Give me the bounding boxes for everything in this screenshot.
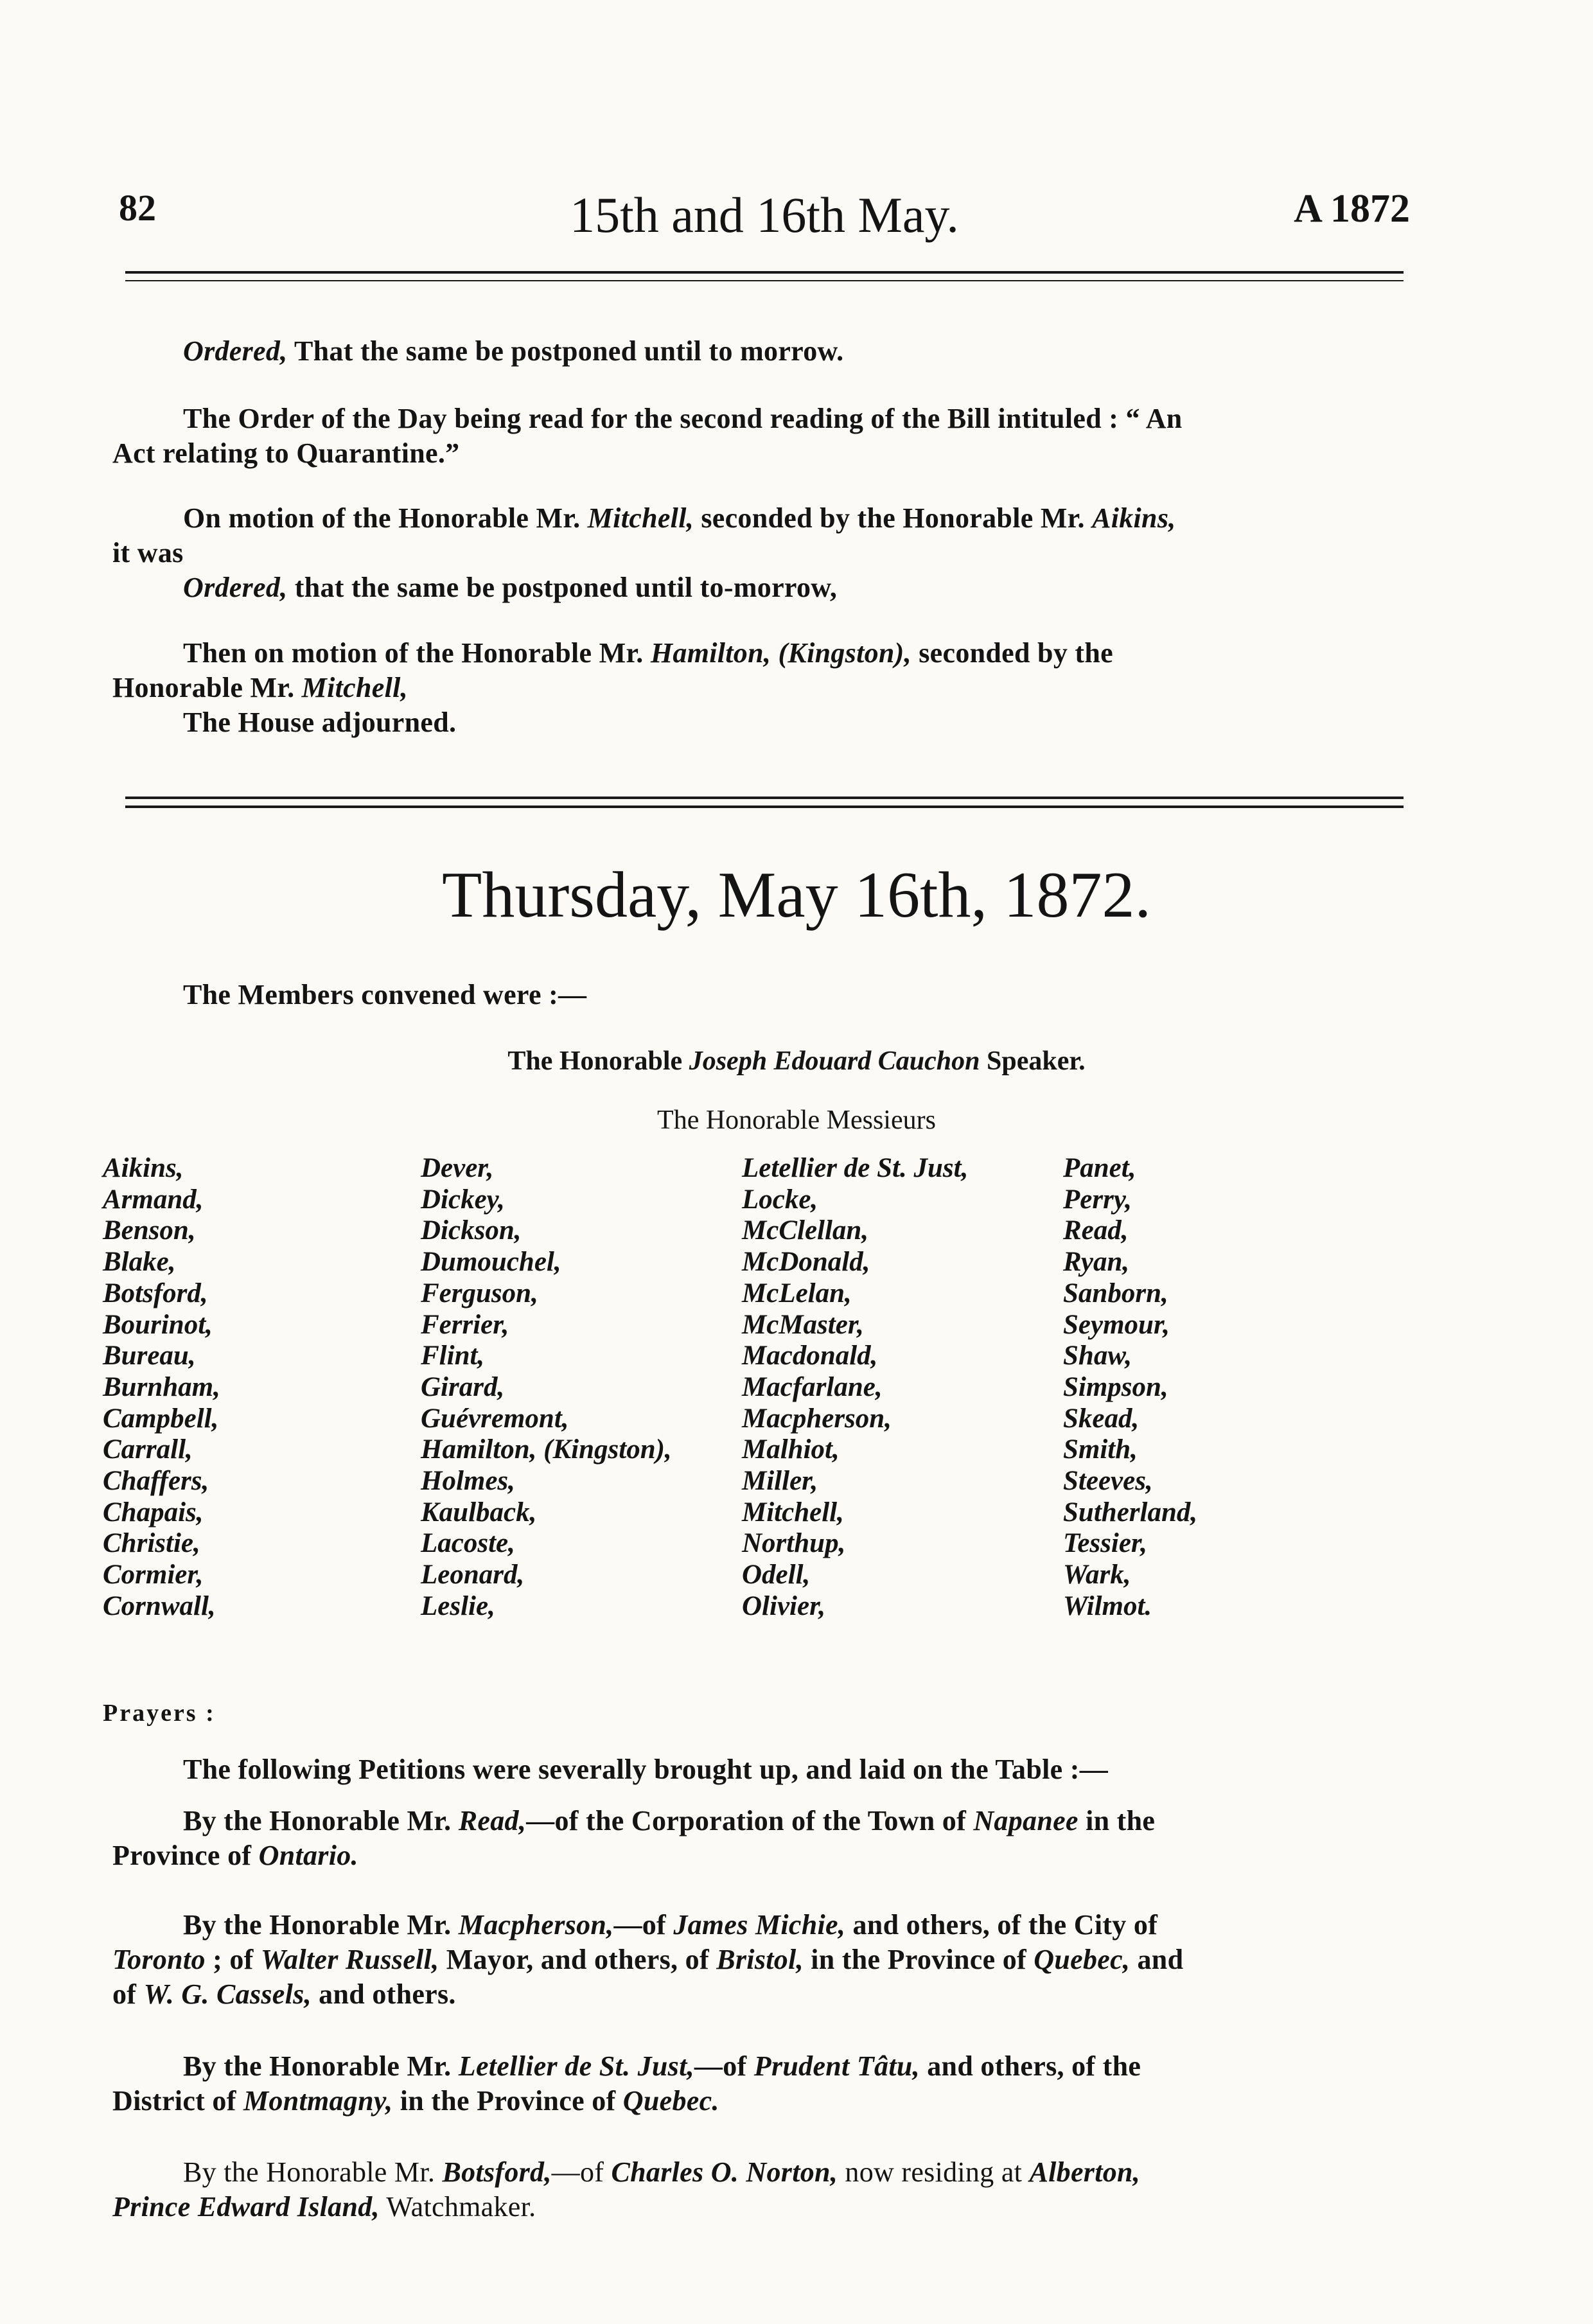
petition-text: By the Honorable Mr. — [183, 2050, 459, 2082]
member-name: Read, — [1063, 1215, 1129, 1246]
petition-text: Watchmaker. — [379, 2191, 536, 2223]
member-mitchell-2: Mitchell, — [301, 672, 408, 703]
member-name: McClellan, — [742, 1215, 869, 1246]
member-name: Guévremont, — [421, 1403, 569, 1434]
petition-macpherson — [112, 1908, 1397, 2012]
it-was: it was — [112, 537, 184, 568]
member-name: Hamilton, (Kingston), — [421, 1434, 672, 1465]
member-name: Chaffers, — [103, 1466, 209, 1497]
petition-text: in the Province of — [803, 1944, 1034, 1975]
petition-botsford — [112, 2155, 1397, 2224]
member-name: Campbell, — [103, 1403, 219, 1434]
member-name: Armand, — [103, 1184, 204, 1215]
member-name: Mitchell, — [742, 1497, 844, 1527]
member-name: Ferrier, — [421, 1309, 509, 1340]
member-name: Letellier de St. Just, — [742, 1153, 969, 1183]
petition-text: By the Honorable Mr. — [183, 1909, 459, 1941]
header-rule-bottom — [125, 280, 1404, 281]
header-rule-top — [125, 271, 1404, 274]
member-name: Christie, — [103, 1528, 200, 1559]
petition-place: Alberton, — [1029, 2156, 1141, 2188]
member-name: Chapais, — [103, 1497, 204, 1527]
member-name: Malhiot, — [742, 1434, 840, 1465]
member-name: Sanborn, — [1063, 1278, 1168, 1308]
members-intro — [112, 978, 1397, 1012]
petition-read — [112, 1804, 1397, 1873]
member-name: McLelan, — [742, 1278, 852, 1308]
page-number: 82 — [119, 187, 156, 229]
member-mitchell: Mitchell, — [587, 502, 694, 534]
petitions-intro — [112, 1752, 1397, 1787]
member-name: Steeves, — [1063, 1466, 1153, 1497]
petitioner-name: Prudent Tâtu, — [753, 2050, 920, 2082]
motion-text: On motion of the Honorable Mr. — [183, 502, 588, 534]
member-name: Burnham, — [103, 1371, 220, 1402]
member-name: Leslie, — [421, 1590, 495, 1621]
petition-text: of — [112, 1978, 144, 2010]
member-name: Skead, — [1063, 1403, 1140, 1434]
petition-text: District of — [112, 2085, 243, 2117]
order-line-1: The Order of the Day being read for the second reading of the Bill intituled : “ An — [183, 403, 1183, 434]
member-name: Flint, — [421, 1341, 485, 1371]
member-name: Macpherson, — [742, 1403, 892, 1434]
member-name: Wilmot. — [1063, 1590, 1152, 1621]
member-name: Lacoste, — [421, 1528, 515, 1559]
header-year: A 1872 — [1294, 187, 1410, 231]
member-name: Ryan, — [1063, 1247, 1130, 1278]
postpone-order — [112, 334, 1397, 369]
speaker-pre: The Honorable — [507, 1046, 689, 1076]
member-name: Smith, — [1063, 1434, 1138, 1465]
petitioner-name: Charles O. Norton, — [611, 2156, 838, 2188]
member-name: Northup, — [742, 1528, 846, 1559]
petition-place: Bristol, — [716, 1944, 804, 1975]
petition-letellier — [112, 2049, 1397, 2118]
petition-place: Napanee — [973, 1805, 1078, 1836]
members-intro-text: The Members convened were :— — [183, 979, 587, 1010]
ordered-word: Ordered, — [183, 335, 288, 367]
member-name: Macdonald, — [742, 1341, 878, 1371]
member-name: Macfarlane, — [742, 1371, 883, 1402]
speaker-post: Speaker. — [980, 1046, 1086, 1076]
petition-text: By the Honorable Mr. — [183, 2156, 443, 2188]
mitchell-motion-paragraph — [112, 501, 1397, 605]
member-name: Perry, — [1063, 1184, 1132, 1215]
speaker-name: Joseph Edouard Cauchon — [689, 1046, 980, 1076]
member-name: Holmes, — [421, 1466, 515, 1497]
member-name: Aikins, — [103, 1153, 184, 1183]
ordered-text-2: that the same be postponed until to-morrow, — [287, 572, 838, 603]
petition-text: Province of — [112, 1840, 259, 1871]
member-name: Blake, — [103, 1247, 176, 1278]
petition-member: Read, — [458, 1805, 527, 1836]
ordered-text: That the same be postponed until to morrow. — [287, 335, 844, 367]
member-name: Sutherland, — [1063, 1497, 1198, 1527]
petition-text: ; of — [205, 1944, 261, 1975]
petitions-intro-text: The following Petitions were severally brought up, and laid on the Table :— — [183, 1754, 1109, 1785]
member-aikins: Aikins, — [1092, 502, 1176, 534]
member-hamilton: Hamilton, (Kingston), — [650, 637, 911, 669]
adjourn-text-2: seconded by the — [911, 637, 1113, 669]
petition-text: now residing at — [838, 2156, 1030, 2188]
member-name: Dickey, — [421, 1184, 505, 1215]
petition-member: Macpherson, — [458, 1909, 614, 1941]
members-column-2 — [421, 1153, 672, 1623]
running-header — [119, 186, 1410, 257]
member-name: Kaulback, — [421, 1497, 537, 1527]
ordered-word-2: Ordered, — [183, 572, 288, 603]
section-rule-top — [125, 797, 1404, 799]
petition-text: —of — [551, 2156, 612, 2188]
petition-text: in the — [1078, 1805, 1156, 1836]
member-name: Panet, — [1063, 1153, 1136, 1183]
member-name: Leonard, — [421, 1560, 525, 1590]
member-name: McDonald, — [742, 1247, 870, 1278]
members-column-3 — [742, 1153, 968, 1623]
petition-place: Quebec. — [622, 2085, 719, 2117]
motion-text-2: seconded by the Honorable Mr. — [694, 502, 1093, 534]
member-name: Locke, — [742, 1184, 818, 1215]
member-name: Olivier, — [742, 1590, 826, 1621]
member-name: Tessier, — [1063, 1528, 1148, 1559]
member-name: Seymour, — [1063, 1309, 1170, 1340]
member-name: Shaw, — [1063, 1341, 1132, 1371]
prayers-label: Prayers : — [103, 1700, 216, 1727]
petition-text: and others, of the City of — [845, 1909, 1158, 1941]
member-name: Bureau, — [103, 1341, 196, 1371]
petitioner-name: James Michie, — [673, 1909, 846, 1941]
member-name: Cormier, — [103, 1560, 204, 1590]
order-of-day-paragraph — [112, 401, 1397, 471]
member-name: Girard, — [421, 1371, 505, 1402]
member-name: Miller, — [742, 1466, 818, 1497]
member-name: Cornwall, — [103, 1590, 216, 1621]
petition-text: —of the Corporation of the Town of — [526, 1805, 974, 1836]
adjournment-paragraph — [112, 636, 1397, 740]
header-title: 15th and 16th May. — [570, 187, 959, 243]
member-name: Bourinot, — [103, 1309, 213, 1340]
adjourn-text: Then on motion of the Honorable Mr. — [183, 637, 651, 669]
petition-member: Letellier de St. Just, — [458, 2050, 694, 2082]
member-name: Dumouchel, — [421, 1247, 561, 1278]
petition-text: in the Province of — [392, 2085, 623, 2117]
petition-place: Prince Edward Island, — [112, 2191, 380, 2223]
member-name: Dever, — [421, 1153, 494, 1183]
petition-place: Ontario. — [258, 1840, 358, 1871]
petitioner-name: W. G. Cassels, — [143, 1978, 312, 2010]
adjourn-text-3: Honorable Mr. — [112, 672, 302, 703]
petition-text: Mayor, and others, of — [439, 1944, 717, 1975]
member-name: Benson, — [103, 1215, 196, 1246]
order-line-2: Act relating to Quarantine.” — [112, 437, 460, 469]
section-rule-bottom — [125, 805, 1404, 808]
petitioner-name: Walter Russell, — [260, 1944, 439, 1975]
members-column-1 — [103, 1153, 220, 1623]
petition-member: Botsford, — [442, 2156, 552, 2188]
petition-text: By the Honorable Mr. — [183, 1805, 459, 1836]
petition-text: and others, of the — [919, 2050, 1141, 2082]
member-name: Simpson, — [1063, 1371, 1168, 1402]
messieurs-heading: The Honorable Messieurs — [657, 1105, 936, 1135]
petition-place: Toronto — [112, 1944, 206, 1975]
petition-text: and others. — [311, 1978, 456, 2010]
member-name: Botsford, — [103, 1278, 208, 1308]
member-name: Ferguson, — [421, 1278, 538, 1308]
day-title: Thursday, May 16th, 1872. — [442, 859, 1151, 931]
petition-text: —of — [613, 1909, 674, 1941]
speaker-line — [0, 1046, 1593, 1077]
member-name: Wark, — [1063, 1560, 1131, 1590]
petition-place: Montmagny, — [243, 2085, 393, 2117]
member-name: Odell, — [742, 1560, 811, 1590]
petition-text: and — [1130, 1944, 1184, 1975]
petition-text: —of — [694, 2050, 754, 2082]
member-name: McMaster, — [742, 1309, 864, 1340]
petition-place: Quebec, — [1034, 1944, 1131, 1975]
members-column-4 — [1063, 1153, 1197, 1623]
member-name: Carrall, — [103, 1434, 193, 1465]
house-adjourned: The House adjourned. — [183, 707, 457, 738]
member-name: Dickson, — [421, 1215, 522, 1246]
